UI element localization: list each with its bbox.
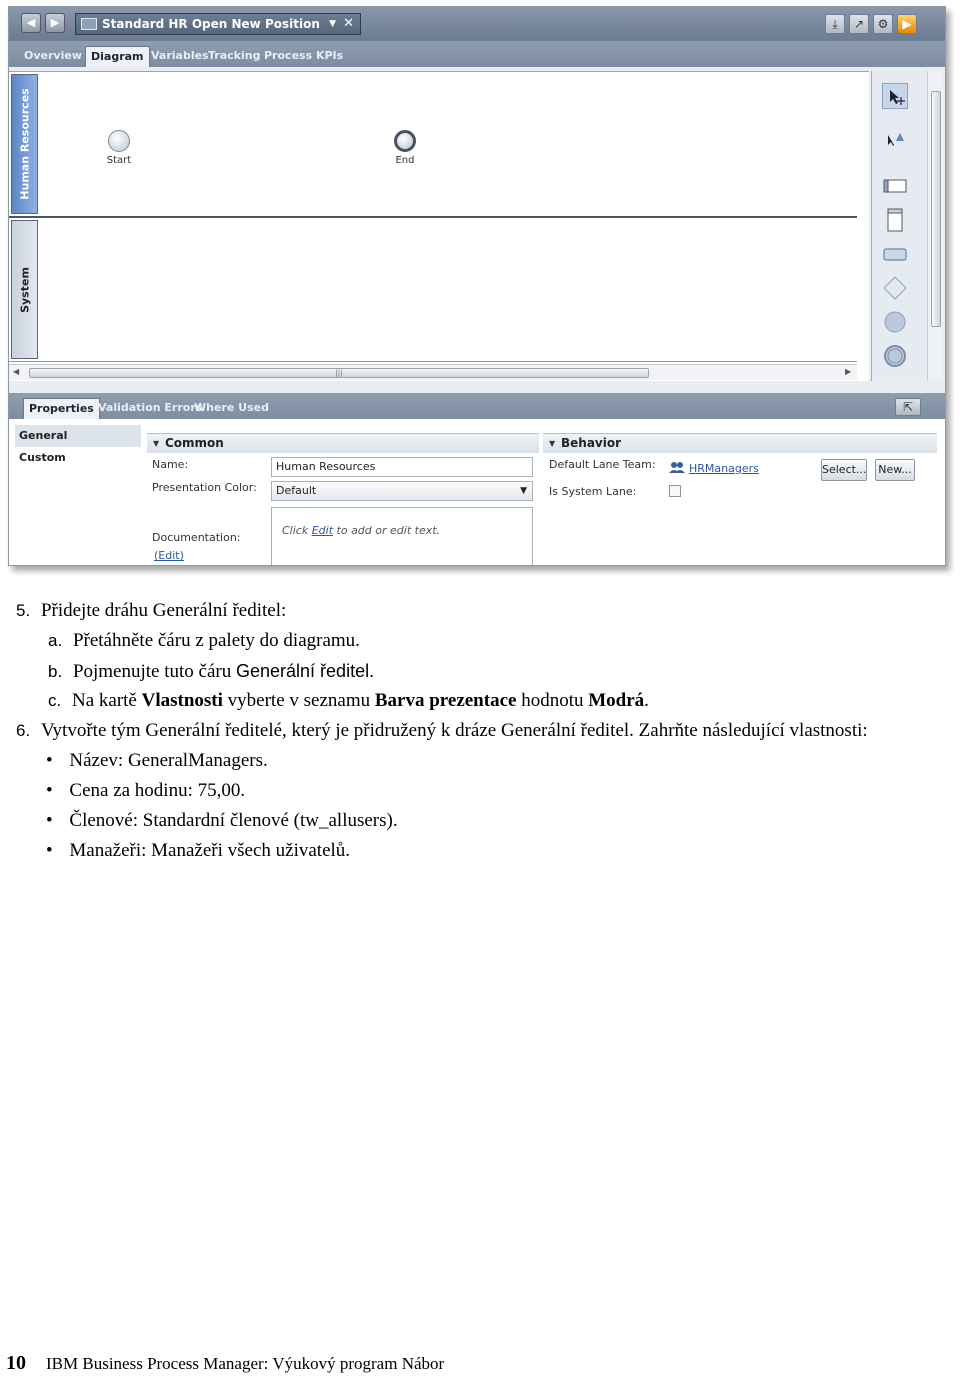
presentation-color-select[interactable] (271, 481, 533, 501)
lane-header[interactable] (11, 74, 38, 214)
editor-tabs (9, 41, 946, 67)
presentation-color-value: Default (276, 484, 317, 497)
start-event[interactable] (108, 130, 130, 152)
lane-human-resources[interactable] (9, 72, 857, 218)
process-name: Standard HR Open New Position (102, 17, 320, 31)
lane-label: System (18, 266, 31, 313)
default-lane-team-label: Default Lane Team: (549, 458, 656, 471)
properties-sidebar (15, 425, 141, 469)
diagram-canvas[interactable] (9, 71, 869, 381)
section-title: Common (165, 436, 224, 450)
bullet-icon: • (46, 840, 53, 861)
emphasis: Barva prezentace (374, 690, 517, 711)
behavior-section-header[interactable] (543, 433, 937, 453)
lane-system[interactable] (9, 218, 857, 362)
inspector-icon[interactable]: ⚙ (873, 14, 893, 34)
name-label: Name: (152, 458, 189, 471)
is-system-lane-label: Is System Lane: (549, 485, 637, 498)
substep-letter: c. (48, 691, 62, 710)
tab-tracking[interactable]: Tracking (208, 49, 261, 62)
tab-process-kpis[interactable]: Process KPIs (264, 49, 344, 62)
substep-text: Přetáhněte čáru z palety do diagramu. (72, 630, 360, 651)
bullet-text: Cena za hodinu: 75,00. (69, 780, 246, 801)
page-number: 10 (6, 1352, 26, 1374)
run-icon[interactable]: ▶ (897, 14, 917, 34)
tab-where-used[interactable]: Where Used (194, 401, 269, 414)
horizontal-scrollbar[interactable] (9, 364, 857, 380)
section-title: Behavior (561, 436, 622, 450)
is-system-lane-checkbox[interactable] (669, 485, 681, 497)
tab-overview[interactable]: Overview (24, 49, 82, 62)
name-field[interactable]: Human Resources (271, 457, 533, 477)
default-lane-team-link[interactable]: HRManagers (689, 462, 759, 475)
emphasis: Modrá (588, 690, 645, 711)
chevron-down-icon: ▼ (153, 439, 160, 448)
bullet-icon: • (46, 750, 53, 771)
team-icon (669, 461, 685, 476)
documentation-area[interactable] (271, 507, 533, 566)
doc-edit-link[interactable]: Edit (311, 524, 334, 537)
bullet-item (46, 806, 398, 836)
title-bar (9, 7, 946, 41)
bullet-text: Manažeři: Manažeři všech uživatelů. (69, 840, 351, 861)
lane-label: Human Resources (18, 88, 31, 200)
gateway-icon[interactable] (882, 275, 908, 301)
step-5b (48, 656, 374, 687)
footer-title: IBM Business Process Manager: Výukový program Nábor (46, 1354, 445, 1373)
bullet-item (46, 776, 245, 806)
tab-diagram[interactable]: Diagram (85, 46, 150, 67)
close-icon[interactable]: ✕ (343, 16, 354, 31)
snapshot-icon[interactable]: ⤓ (825, 14, 845, 34)
select-button[interactable]: Select... (821, 459, 867, 481)
forward-arrow-icon[interactable]: ▶ (45, 13, 65, 33)
maximize-icon[interactable]: ⇱ (895, 398, 921, 416)
chart-icon[interactable]: ↗ (849, 14, 869, 34)
step-6 (16, 716, 868, 746)
step-number: 6. (16, 721, 31, 740)
bullet-icon: • (46, 810, 53, 831)
chevron-down-icon: ▼ (549, 439, 556, 448)
step-text: Přidejte dráhu Generální ředitel: (40, 600, 287, 621)
documentation-label: Documentation: (152, 531, 241, 544)
intermediate-event-icon[interactable] (882, 343, 908, 369)
process-designer-screenshot (8, 6, 946, 566)
scroll-thumb[interactable]: ||| (29, 368, 649, 378)
sidebar-item-custom[interactable]: Custom (19, 451, 66, 464)
properties-tabs (9, 393, 946, 419)
sidebar-item-general[interactable]: General (15, 425, 141, 447)
back-arrow-icon[interactable]: ◀ (21, 13, 41, 33)
end-event[interactable] (394, 130, 416, 152)
lane-name-text: Generální ředitel. (236, 661, 375, 681)
emphasis: Vlastnosti (141, 690, 223, 711)
tab-properties[interactable]: Properties (23, 398, 100, 419)
process-icon (81, 18, 97, 30)
doc-hint-text: Click (282, 524, 312, 537)
chevron-down-icon[interactable]: ▼ (329, 19, 336, 29)
bullet-icon: • (46, 780, 53, 801)
start-event-label: Start (106, 155, 132, 166)
doc-hint-text: to add or edit text. (333, 524, 441, 537)
start-event-icon[interactable] (882, 309, 908, 335)
lane-icon[interactable] (882, 173, 908, 199)
substep-text: Pojmenujte tuto čáru (72, 661, 236, 682)
process-selector[interactable] (75, 13, 361, 35)
documentation-edit-link[interactable]: (Edit) (154, 549, 184, 562)
bullet-item (46, 836, 350, 866)
substep-letter: a. (48, 631, 63, 650)
step-number: 5. (16, 601, 31, 620)
palette-scrollbar[interactable] (927, 71, 943, 381)
sequence-flow-icon[interactable] (882, 127, 908, 153)
presentation-color-label: Presentation Color: (152, 481, 257, 494)
tab-validation-errors[interactable]: Validation Errors (98, 401, 203, 414)
step-5 (16, 596, 286, 626)
bullet-text: Členové: Standardní členové (tw_allusers). (69, 810, 398, 831)
scroll-thumb[interactable] (931, 91, 941, 327)
step-5a (48, 626, 360, 656)
lane-header[interactable] (11, 220, 38, 359)
step-text: Vytvořte tým Generální ředitelé, který je přidružený k dráze Generální ředitel. Zahrňte následující vlastnosti: (40, 720, 868, 741)
substep-text: hodnotu (516, 690, 589, 711)
substep-letter: b. (48, 662, 63, 681)
end-event-label: End (395, 155, 415, 166)
properties-panel (9, 419, 946, 566)
bullet-item (46, 746, 268, 776)
chevron-down-icon: ▼ (520, 486, 527, 496)
substep-text: vyberte v seznamu (222, 690, 375, 711)
bullet-text: Název: GeneralManagers. (69, 750, 268, 771)
scroll-left-icon[interactable]: ◀ (13, 367, 20, 376)
note-icon[interactable] (882, 207, 908, 233)
select-tool-icon[interactable] (882, 83, 908, 109)
scroll-right-icon[interactable]: ▶ (845, 367, 852, 376)
tab-variables[interactable]: Variables (151, 49, 209, 62)
common-section-header[interactable] (147, 433, 539, 453)
substep-text: Na kartě (71, 690, 142, 711)
new-button[interactable]: New... (875, 459, 915, 481)
page-footer (6, 1352, 444, 1375)
activity-icon[interactable] (882, 241, 908, 267)
step-5c (48, 686, 649, 716)
substep-text: . (644, 690, 649, 711)
